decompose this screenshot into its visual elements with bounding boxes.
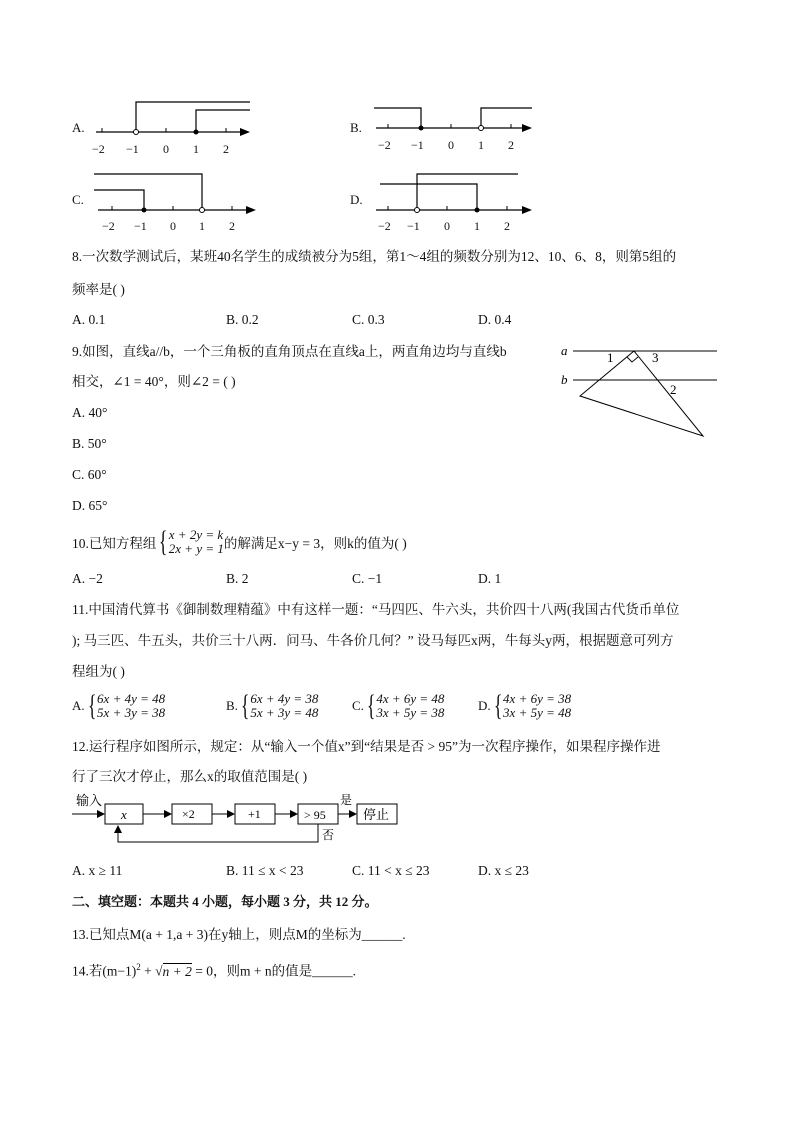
tick-label: 2 bbox=[508, 138, 514, 152]
option-label: B. bbox=[350, 120, 362, 135]
line-a-label: a bbox=[561, 343, 568, 358]
flow-yes-label: 是 bbox=[340, 793, 353, 807]
tick-label: 0 bbox=[444, 219, 450, 233]
q11-text-line1: 11.中国清代算书《御制数理精蕴》中有这样一题：“马四匹、牛六头，共价四十八两(我国古代货币单位 bbox=[72, 602, 680, 617]
q10-suffix: 的解满足x−y = 3，则k的值为( ) bbox=[223, 536, 407, 551]
equation-system bbox=[376, 692, 444, 720]
q12-option-a: A. x ≥ 11 bbox=[72, 863, 123, 878]
tick-label: 0 bbox=[170, 219, 176, 233]
section-title: 二、填空题：本题共 4 小题，每小题 3 分，共 12 分。 bbox=[72, 894, 378, 909]
equation: 4x + 6y = 48 bbox=[376, 691, 445, 706]
q14-prefix: 14.若(m−1) bbox=[72, 963, 137, 979]
brace-icon: { bbox=[366, 689, 376, 722]
q9-text-line2: 相交，∠1 = 40°，则∠2 = ( ) bbox=[72, 374, 236, 389]
q10-prefix: 10.已知方程组 bbox=[72, 536, 157, 551]
option-label: A. bbox=[72, 120, 85, 135]
brace-icon: { bbox=[159, 525, 168, 558]
brace-icon: { bbox=[493, 689, 503, 722]
flow-multiply-box: ×2 bbox=[182, 807, 195, 821]
brace-icon: { bbox=[240, 689, 250, 722]
angle1-label: 1 bbox=[607, 350, 614, 365]
option-label: D. bbox=[478, 698, 491, 713]
tick-label: −1 bbox=[126, 142, 139, 156]
numberline-option-c bbox=[72, 170, 262, 232]
q8-text-line2: 频率是( ) bbox=[72, 282, 125, 297]
q8-text-line1: 8.一次数学测试后，某班40名学生的成绩被分为5组，第1～4组的频数分别为12、10、6、8，则第5组的 bbox=[72, 249, 677, 264]
q14-text bbox=[72, 958, 356, 981]
q8-option-b: B. 0.2 bbox=[226, 312, 259, 327]
equation: 5x + 3y = 38 bbox=[97, 705, 166, 720]
q9-figure bbox=[555, 340, 725, 440]
q12-text-line2: 行了三次才停止，那么x的取值范围是( ) bbox=[72, 769, 308, 784]
q12-option-c: C. 11 < x ≤ 23 bbox=[352, 863, 430, 878]
tick-label: 1 bbox=[199, 219, 205, 233]
angle2-label: 2 bbox=[670, 382, 677, 397]
q14-radicand: n + 2 bbox=[162, 963, 192, 979]
q11-option-b bbox=[226, 689, 319, 722]
q13-text: 13.已知点M(a + 1,a + 3)在y轴上，则点M的坐标为______. bbox=[72, 927, 406, 942]
flow-no-label: 否 bbox=[322, 828, 335, 842]
tick-label: −2 bbox=[102, 219, 115, 233]
q9-option-a: A. 40° bbox=[72, 405, 108, 420]
equation: 3x + 5y = 48 bbox=[503, 705, 572, 720]
q10-option-c: C. −1 bbox=[352, 571, 383, 586]
tick-label: 2 bbox=[223, 142, 229, 156]
q11-text-line2: ); 马三匹、牛五头，共价三十八两．问马、牛各价几何？” 设马每匹x两，牛每头y两，根据题意可列方 bbox=[72, 633, 674, 648]
equation: x + 2y = k bbox=[168, 527, 224, 542]
q10-option-a: A. −2 bbox=[72, 571, 103, 586]
tick-label: −2 bbox=[92, 142, 105, 156]
tick-label: 2 bbox=[504, 219, 510, 233]
numberline-option-d bbox=[350, 170, 540, 232]
equation: 2x + y = 1 bbox=[168, 541, 224, 556]
equation: 6x + 4y = 48 bbox=[97, 691, 166, 706]
q11-text-line3: 程组为( ) bbox=[72, 664, 125, 679]
tick-label: 0 bbox=[163, 142, 169, 156]
q10-option-b: B. 2 bbox=[226, 571, 249, 586]
q12-option-b: B. 11 ≤ x < 23 bbox=[226, 863, 304, 878]
flow-add-box: +1 bbox=[248, 807, 261, 821]
tick-label: −1 bbox=[134, 219, 147, 233]
option-label: A. bbox=[72, 698, 85, 713]
sqrt-icon: √ bbox=[155, 963, 163, 979]
equation: 4x + 6y = 38 bbox=[503, 691, 572, 706]
tick-label: 1 bbox=[474, 219, 480, 233]
option-label: C. bbox=[72, 192, 84, 207]
line-b-label: b bbox=[561, 372, 568, 387]
q8-option-c: C. 0.3 bbox=[352, 312, 385, 327]
q12-flowchart bbox=[70, 790, 410, 850]
q14-exponent: 2 bbox=[136, 962, 141, 972]
q8-option-d: D. 0.4 bbox=[478, 312, 512, 327]
tick-label: 1 bbox=[478, 138, 484, 152]
q11-option-c bbox=[352, 689, 445, 722]
brace-icon: { bbox=[87, 689, 97, 722]
q10-option-d: D. 1 bbox=[478, 571, 502, 586]
tick-label: −1 bbox=[407, 219, 420, 233]
tick-label: 0 bbox=[448, 138, 454, 152]
q14-suffix: = 0，则m + n的值是______. bbox=[191, 963, 357, 979]
q9-option-d: D. 65° bbox=[72, 498, 108, 513]
q8-option-a: A. 0.1 bbox=[72, 312, 106, 327]
equation: 3x + 5y = 38 bbox=[376, 705, 445, 720]
numberline-option-a bbox=[72, 98, 262, 158]
q9-option-b: B. 50° bbox=[72, 436, 107, 451]
numberline-option-b bbox=[350, 98, 540, 158]
option-label: B. bbox=[226, 698, 238, 713]
option-label: C. bbox=[352, 698, 364, 713]
q10-question bbox=[72, 525, 407, 558]
equation-system bbox=[250, 692, 318, 720]
equation-system bbox=[97, 692, 165, 720]
q12-option-d: D. x ≤ 23 bbox=[478, 863, 529, 878]
q11-option-d bbox=[478, 689, 572, 722]
flow-stop-box: 停止 bbox=[363, 807, 390, 822]
q12-text-line1: 12.运行程序如图所示，规定：从“输入一个值x”到“结果是否 > 95”为一次程序操作，如果程序操作进 bbox=[72, 739, 661, 754]
option-label: D. bbox=[350, 192, 363, 207]
equation-system bbox=[503, 692, 571, 720]
equation: 5x + 3y = 48 bbox=[250, 705, 319, 720]
flow-input-label: 输入 bbox=[76, 793, 103, 808]
tick-label: −2 bbox=[378, 219, 391, 233]
tick-label: 2 bbox=[229, 219, 235, 233]
q14-plus: + bbox=[140, 963, 156, 979]
q11-option-a bbox=[72, 689, 166, 722]
flow-x-box: x bbox=[121, 807, 127, 822]
q9-option-c: C. 60° bbox=[72, 467, 107, 482]
flow-compare-box: > 95 bbox=[304, 808, 326, 822]
equation-system bbox=[169, 528, 224, 556]
q9-text-line1: 9.如图，直线a//b，一个三角板的直角顶点在直线a上，两直角边均与直线b bbox=[72, 344, 507, 359]
angle3-label: 3 bbox=[652, 350, 659, 365]
tick-label: 1 bbox=[193, 142, 199, 156]
equation: 6x + 4y = 38 bbox=[250, 691, 319, 706]
tick-label: −2 bbox=[378, 138, 391, 152]
tick-label: −1 bbox=[411, 138, 424, 152]
